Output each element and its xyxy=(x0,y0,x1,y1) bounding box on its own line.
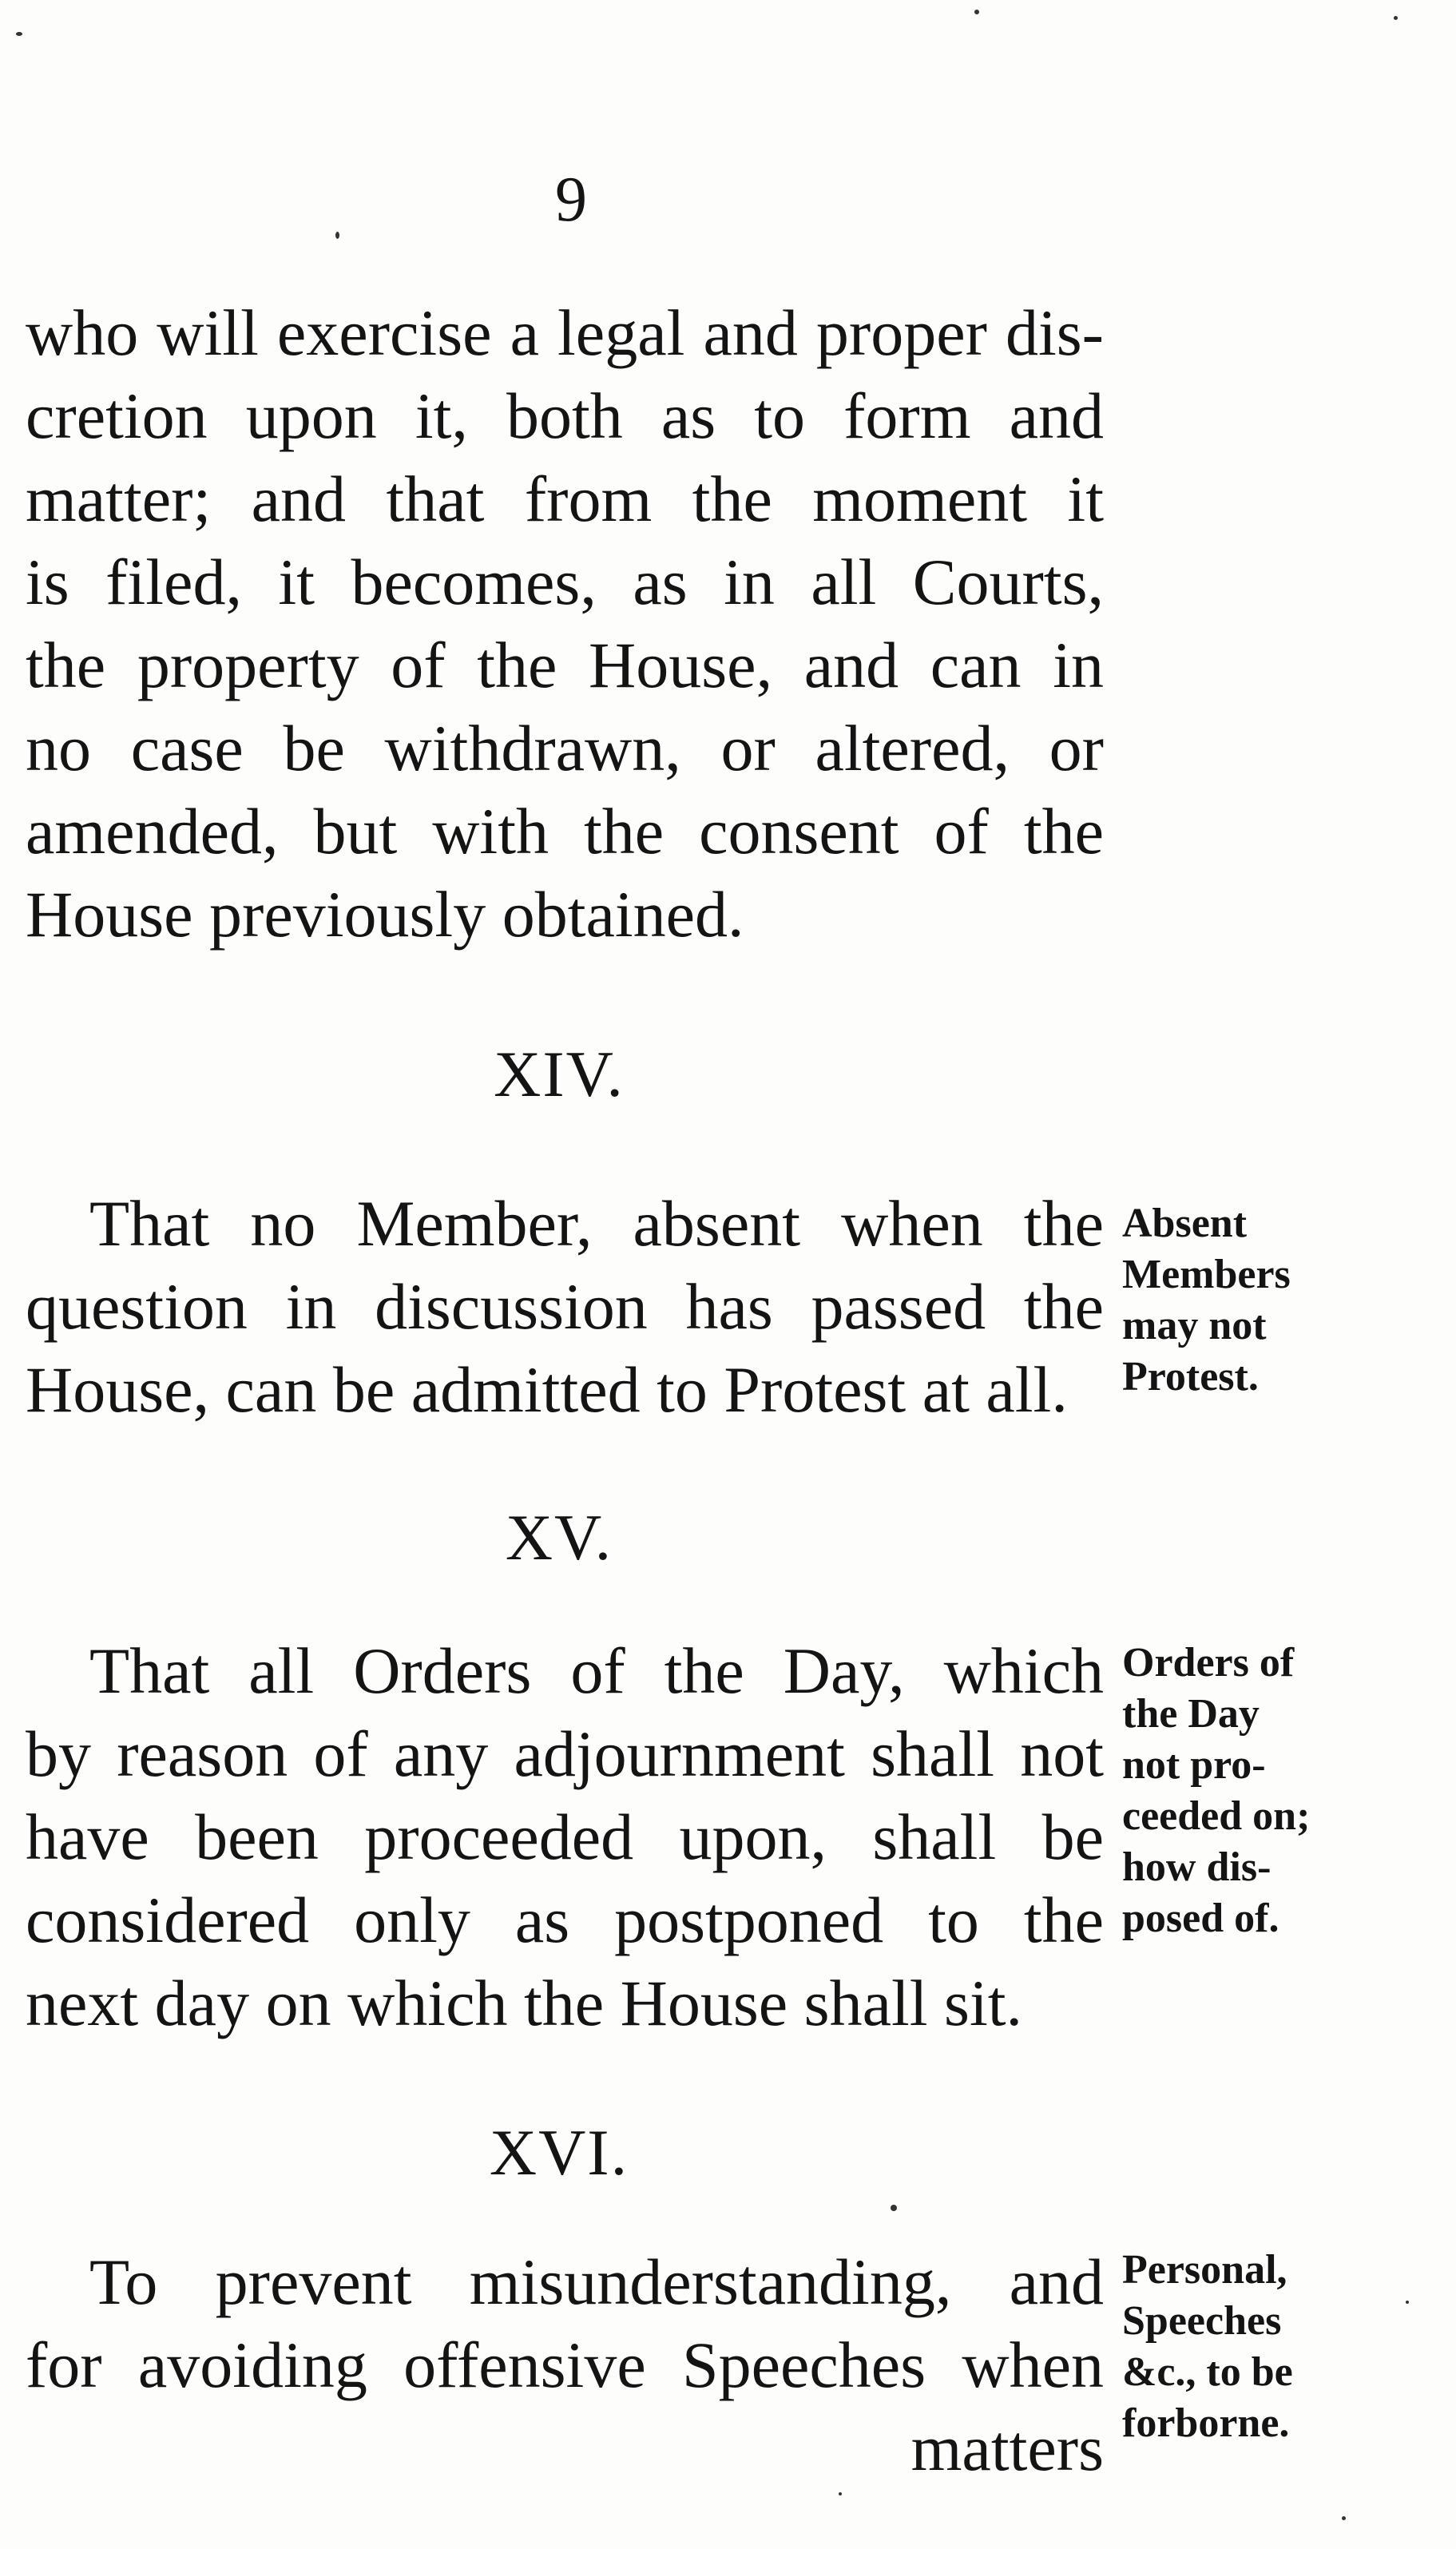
section-xiv-paragraph xyxy=(26,1182,1104,1431)
text-line: matter; and that from the moment it xyxy=(26,463,1104,535)
text-line: no case be withdrawn, or altered, or xyxy=(26,712,1104,784)
text-line: question in discussion has passed the xyxy=(26,1270,1104,1343)
text-line: To prevent misunderstanding, and xyxy=(89,2245,1104,2318)
text-line: amended, but with the consent of the xyxy=(26,795,1104,868)
scan-speck xyxy=(1406,2301,1409,2304)
margin-note-absent-members xyxy=(1122,1198,1386,1403)
text-line: have been proceeded upon, shall be xyxy=(26,1801,1104,1873)
section-xvi-paragraph xyxy=(26,2241,1104,2490)
margin-note-orders-of-the-day xyxy=(1122,1638,1386,1944)
section-heading-xiv: XIV. xyxy=(494,1038,625,1110)
section-xv-paragraph xyxy=(26,1630,1104,2045)
section-heading-xv: XV. xyxy=(505,1501,613,1574)
margin-note-line: not pro- xyxy=(1122,1742,1266,1788)
text-line: That all Orders of the Day, which xyxy=(89,1634,1104,1707)
text-line: considered only as postponed to the xyxy=(26,1884,1104,1956)
text-line: cretion upon it, both as to form and xyxy=(26,379,1104,452)
margin-note-line: posed of. xyxy=(1122,1896,1279,1941)
scan-speck xyxy=(839,2492,842,2495)
margin-note-line: Protest. xyxy=(1122,1354,1259,1400)
margin-note-line: how dis- xyxy=(1122,1844,1272,1890)
scan-speck xyxy=(1342,2516,1346,2520)
margin-note-line: Personal, xyxy=(1122,2247,1287,2293)
margin-note-line: Members xyxy=(1122,1252,1291,1297)
text-line: by reason of any adjournment shall not xyxy=(26,1717,1104,1790)
scan-speck xyxy=(974,10,979,14)
margin-note-line: Orders of xyxy=(1122,1640,1295,1685)
text-line: who will exercise a legal and proper dis- xyxy=(26,296,1104,369)
text-line: is filed, it becomes, as in all Courts, xyxy=(26,546,1104,618)
scan-speck xyxy=(891,2205,897,2211)
margin-note-line: ceeded on; xyxy=(1122,1793,1311,1839)
scan-speck xyxy=(16,32,22,36)
text-line: for avoiding offensive Speeches when xyxy=(26,2329,1104,2401)
text-line: next day on which the House shall sit. xyxy=(26,1967,1023,2039)
margin-note-line: &c., to be xyxy=(1122,2349,1293,2395)
section-heading-xvi: XVI. xyxy=(489,2116,629,2189)
margin-note-line: forborne. xyxy=(1122,2400,1290,2446)
margin-note-line: Speeches xyxy=(1122,2298,1282,2344)
text-line: the property of the House, and can in xyxy=(26,629,1104,701)
margin-note-line: Absent xyxy=(1122,1201,1248,1246)
scan-speck xyxy=(335,232,339,239)
scan-speck xyxy=(1394,16,1398,20)
text-line: matters xyxy=(910,2412,1104,2484)
text-line: House previously obtained. xyxy=(26,878,744,951)
text-line: House, can be admitted to Protest at all. xyxy=(26,1353,1068,1426)
page-number: 9 xyxy=(555,165,587,235)
margin-note-line: may not xyxy=(1122,1303,1267,1348)
intro-paragraph xyxy=(26,292,1104,956)
margin-note-line: the Day xyxy=(1122,1691,1260,1737)
margin-note-personal-speeches xyxy=(1122,2245,1386,2449)
text-line: That no Member, absent when the xyxy=(89,1187,1104,1260)
